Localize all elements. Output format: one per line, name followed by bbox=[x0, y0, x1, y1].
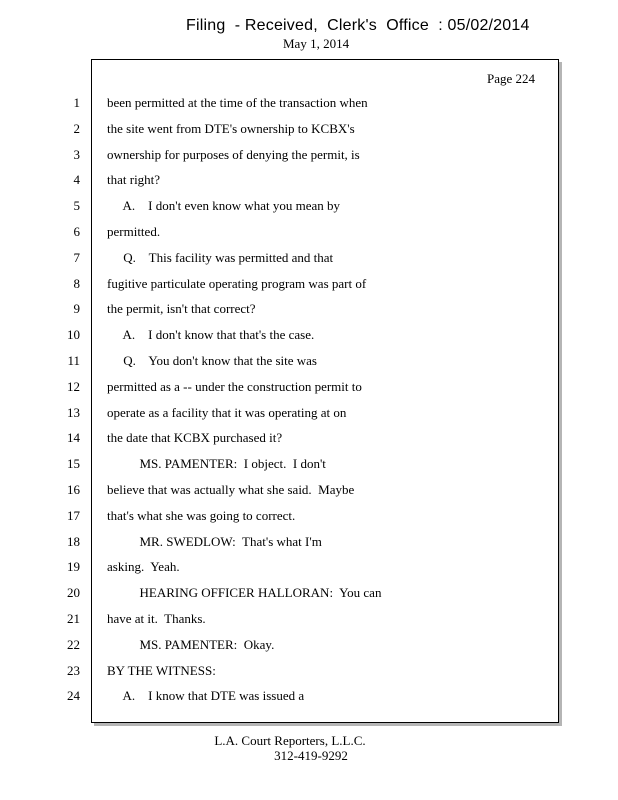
line-number: 15 bbox=[67, 456, 80, 472]
transcript-line bbox=[0, 552, 618, 578]
line-number: 19 bbox=[67, 559, 80, 575]
line-number: 22 bbox=[67, 636, 80, 652]
line-text: that right? bbox=[107, 172, 161, 188]
transcript-line bbox=[0, 475, 618, 501]
line-text: operate as a facility that it was operating at on bbox=[107, 404, 347, 420]
line-text: BY THE WITNESS: bbox=[107, 662, 216, 678]
line-number: 24 bbox=[67, 688, 80, 704]
line-text: HEARING OFFICER HALLORAN: You can bbox=[107, 585, 382, 601]
transcript-line bbox=[0, 320, 618, 346]
line-number: 18 bbox=[67, 533, 80, 549]
line-number: 3 bbox=[73, 146, 80, 162]
line-text: MS. PAMENTER: Okay. bbox=[107, 636, 275, 652]
transcript-line bbox=[0, 217, 618, 243]
transcript-line bbox=[0, 578, 618, 604]
transcript-line bbox=[0, 114, 618, 140]
line-text: been permitted at the time of the transaction when bbox=[107, 95, 368, 110]
line-text: A. I don't know that that's the case. bbox=[107, 327, 315, 343]
line-number: 9 bbox=[73, 301, 80, 317]
line-text: the site went from DTE's ownership to KCBX's bbox=[107, 120, 355, 136]
line-number: 8 bbox=[73, 275, 80, 291]
footer-phone: 312-419-9292 bbox=[274, 748, 348, 763]
line-text: asking. Yeah. bbox=[107, 559, 180, 575]
line-number: 5 bbox=[73, 198, 80, 214]
line-number: 21 bbox=[67, 611, 80, 626]
line-text: MS. PAMENTER: I object. I don't bbox=[107, 456, 326, 472]
transcript-line bbox=[0, 346, 618, 372]
line-number: 2 bbox=[73, 120, 80, 136]
line-number: 10 bbox=[67, 327, 80, 343]
transcript-line bbox=[0, 243, 618, 269]
transcript-line bbox=[0, 165, 618, 191]
line-text: MR. SWEDLOW: That's what I'm bbox=[107, 533, 322, 549]
line-number: 7 bbox=[73, 249, 80, 265]
line-text: that's what she was going to correct. bbox=[107, 507, 296, 523]
transcript-line bbox=[0, 294, 618, 320]
line-text: permitted as a -- under the construction permit to bbox=[107, 378, 362, 394]
line-text: A. I know that DTE was issued a bbox=[107, 688, 305, 704]
line-text: fugitive particulate operating program was part of bbox=[107, 275, 367, 291]
filing-stamp: Filing - Received, Clerk's Office : 05/02/2014 bbox=[186, 17, 530, 34]
transcript-line bbox=[0, 269, 618, 295]
line-text: Q. This facility was permitted and that bbox=[107, 249, 334, 265]
line-number: 20 bbox=[67, 585, 80, 601]
transcript-line bbox=[0, 656, 618, 682]
transcript-line bbox=[0, 372, 618, 398]
transcript-line bbox=[0, 501, 618, 527]
line-number: 4 bbox=[73, 172, 80, 188]
footer-company: L.A. Court Reporters, L.L.C. bbox=[214, 733, 366, 748]
line-number: 1 bbox=[73, 95, 80, 110]
line-number: 13 bbox=[67, 404, 80, 420]
line-text: ownership for purposes of denying the permit, is bbox=[107, 146, 360, 162]
transcript-line bbox=[0, 423, 618, 449]
hearing-date: May 1, 2014 bbox=[283, 36, 350, 51]
transcript-line bbox=[0, 604, 618, 630]
transcript-line bbox=[0, 630, 618, 656]
line-text: believe that was actually what she said. Maybe bbox=[107, 482, 355, 497]
line-number: 16 bbox=[67, 482, 80, 497]
line-number: 11 bbox=[67, 353, 80, 368]
page-number: Page 224 bbox=[487, 71, 536, 86]
transcript-line bbox=[0, 398, 618, 424]
transcript-line bbox=[0, 681, 618, 707]
transcript-line bbox=[0, 88, 618, 114]
transcript-line bbox=[0, 449, 618, 475]
transcript-line bbox=[0, 527, 618, 553]
line-text: the permit, isn't that correct? bbox=[107, 301, 256, 317]
line-number: 17 bbox=[67, 507, 80, 523]
line-text: permitted. bbox=[107, 224, 161, 239]
transcript-line bbox=[0, 140, 618, 166]
line-number: 12 bbox=[67, 378, 80, 394]
line-text: Q. You don't know that the site was bbox=[107, 353, 317, 368]
transcript-line bbox=[0, 191, 618, 217]
line-text: the date that KCBX purchased it? bbox=[107, 430, 283, 446]
line-number: 23 bbox=[67, 662, 80, 678]
line-text: have at it. Thanks. bbox=[107, 611, 206, 626]
line-text: A. I don't even know what you mean by bbox=[107, 198, 341, 214]
line-number: 14 bbox=[67, 430, 80, 446]
line-number: 6 bbox=[73, 224, 80, 239]
